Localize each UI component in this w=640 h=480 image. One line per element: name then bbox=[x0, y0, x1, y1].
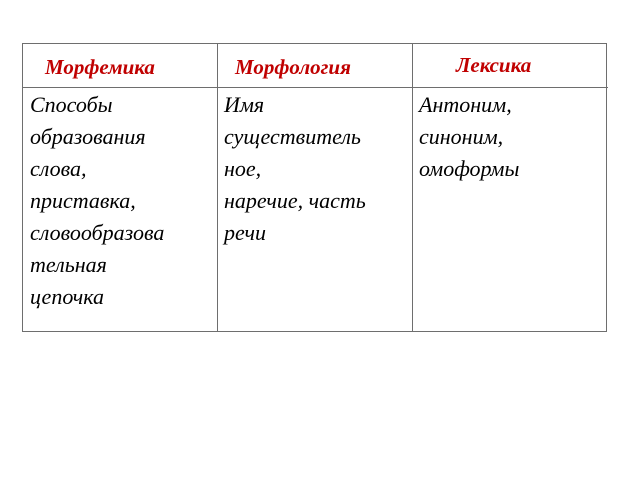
cell-line: Антоним, bbox=[419, 92, 512, 117]
cell-line: наречие, часть bbox=[224, 188, 366, 213]
cell-line: омоформы bbox=[419, 156, 520, 181]
cell-line: существитель bbox=[224, 124, 361, 149]
cell-morphology bbox=[224, 89, 366, 249]
header-morphology: Морфология bbox=[235, 55, 351, 79]
cell-morphemics bbox=[30, 89, 164, 313]
header-lexicon: Лексика bbox=[456, 53, 532, 77]
header-divider bbox=[23, 87, 218, 88]
cell-line: Способы bbox=[30, 92, 113, 117]
cell-line: речи bbox=[224, 220, 266, 245]
header-divider bbox=[412, 87, 608, 88]
cell-lexicon bbox=[419, 89, 519, 185]
cell-line: словообразова bbox=[30, 220, 165, 245]
cell-line: приставка, bbox=[30, 188, 136, 213]
header-divider bbox=[217, 87, 413, 88]
cell-line: цепочка bbox=[30, 284, 104, 309]
cell-line: образования bbox=[30, 124, 146, 149]
terms-table bbox=[22, 43, 607, 332]
cell-line: слова, bbox=[30, 156, 87, 181]
header-morphemics: Морфемика bbox=[45, 55, 155, 79]
cell-line: синоним, bbox=[419, 124, 504, 149]
cell-line: ное, bbox=[224, 156, 262, 181]
cell-line: Имя bbox=[224, 92, 265, 117]
cell-line: тельная bbox=[30, 252, 107, 277]
